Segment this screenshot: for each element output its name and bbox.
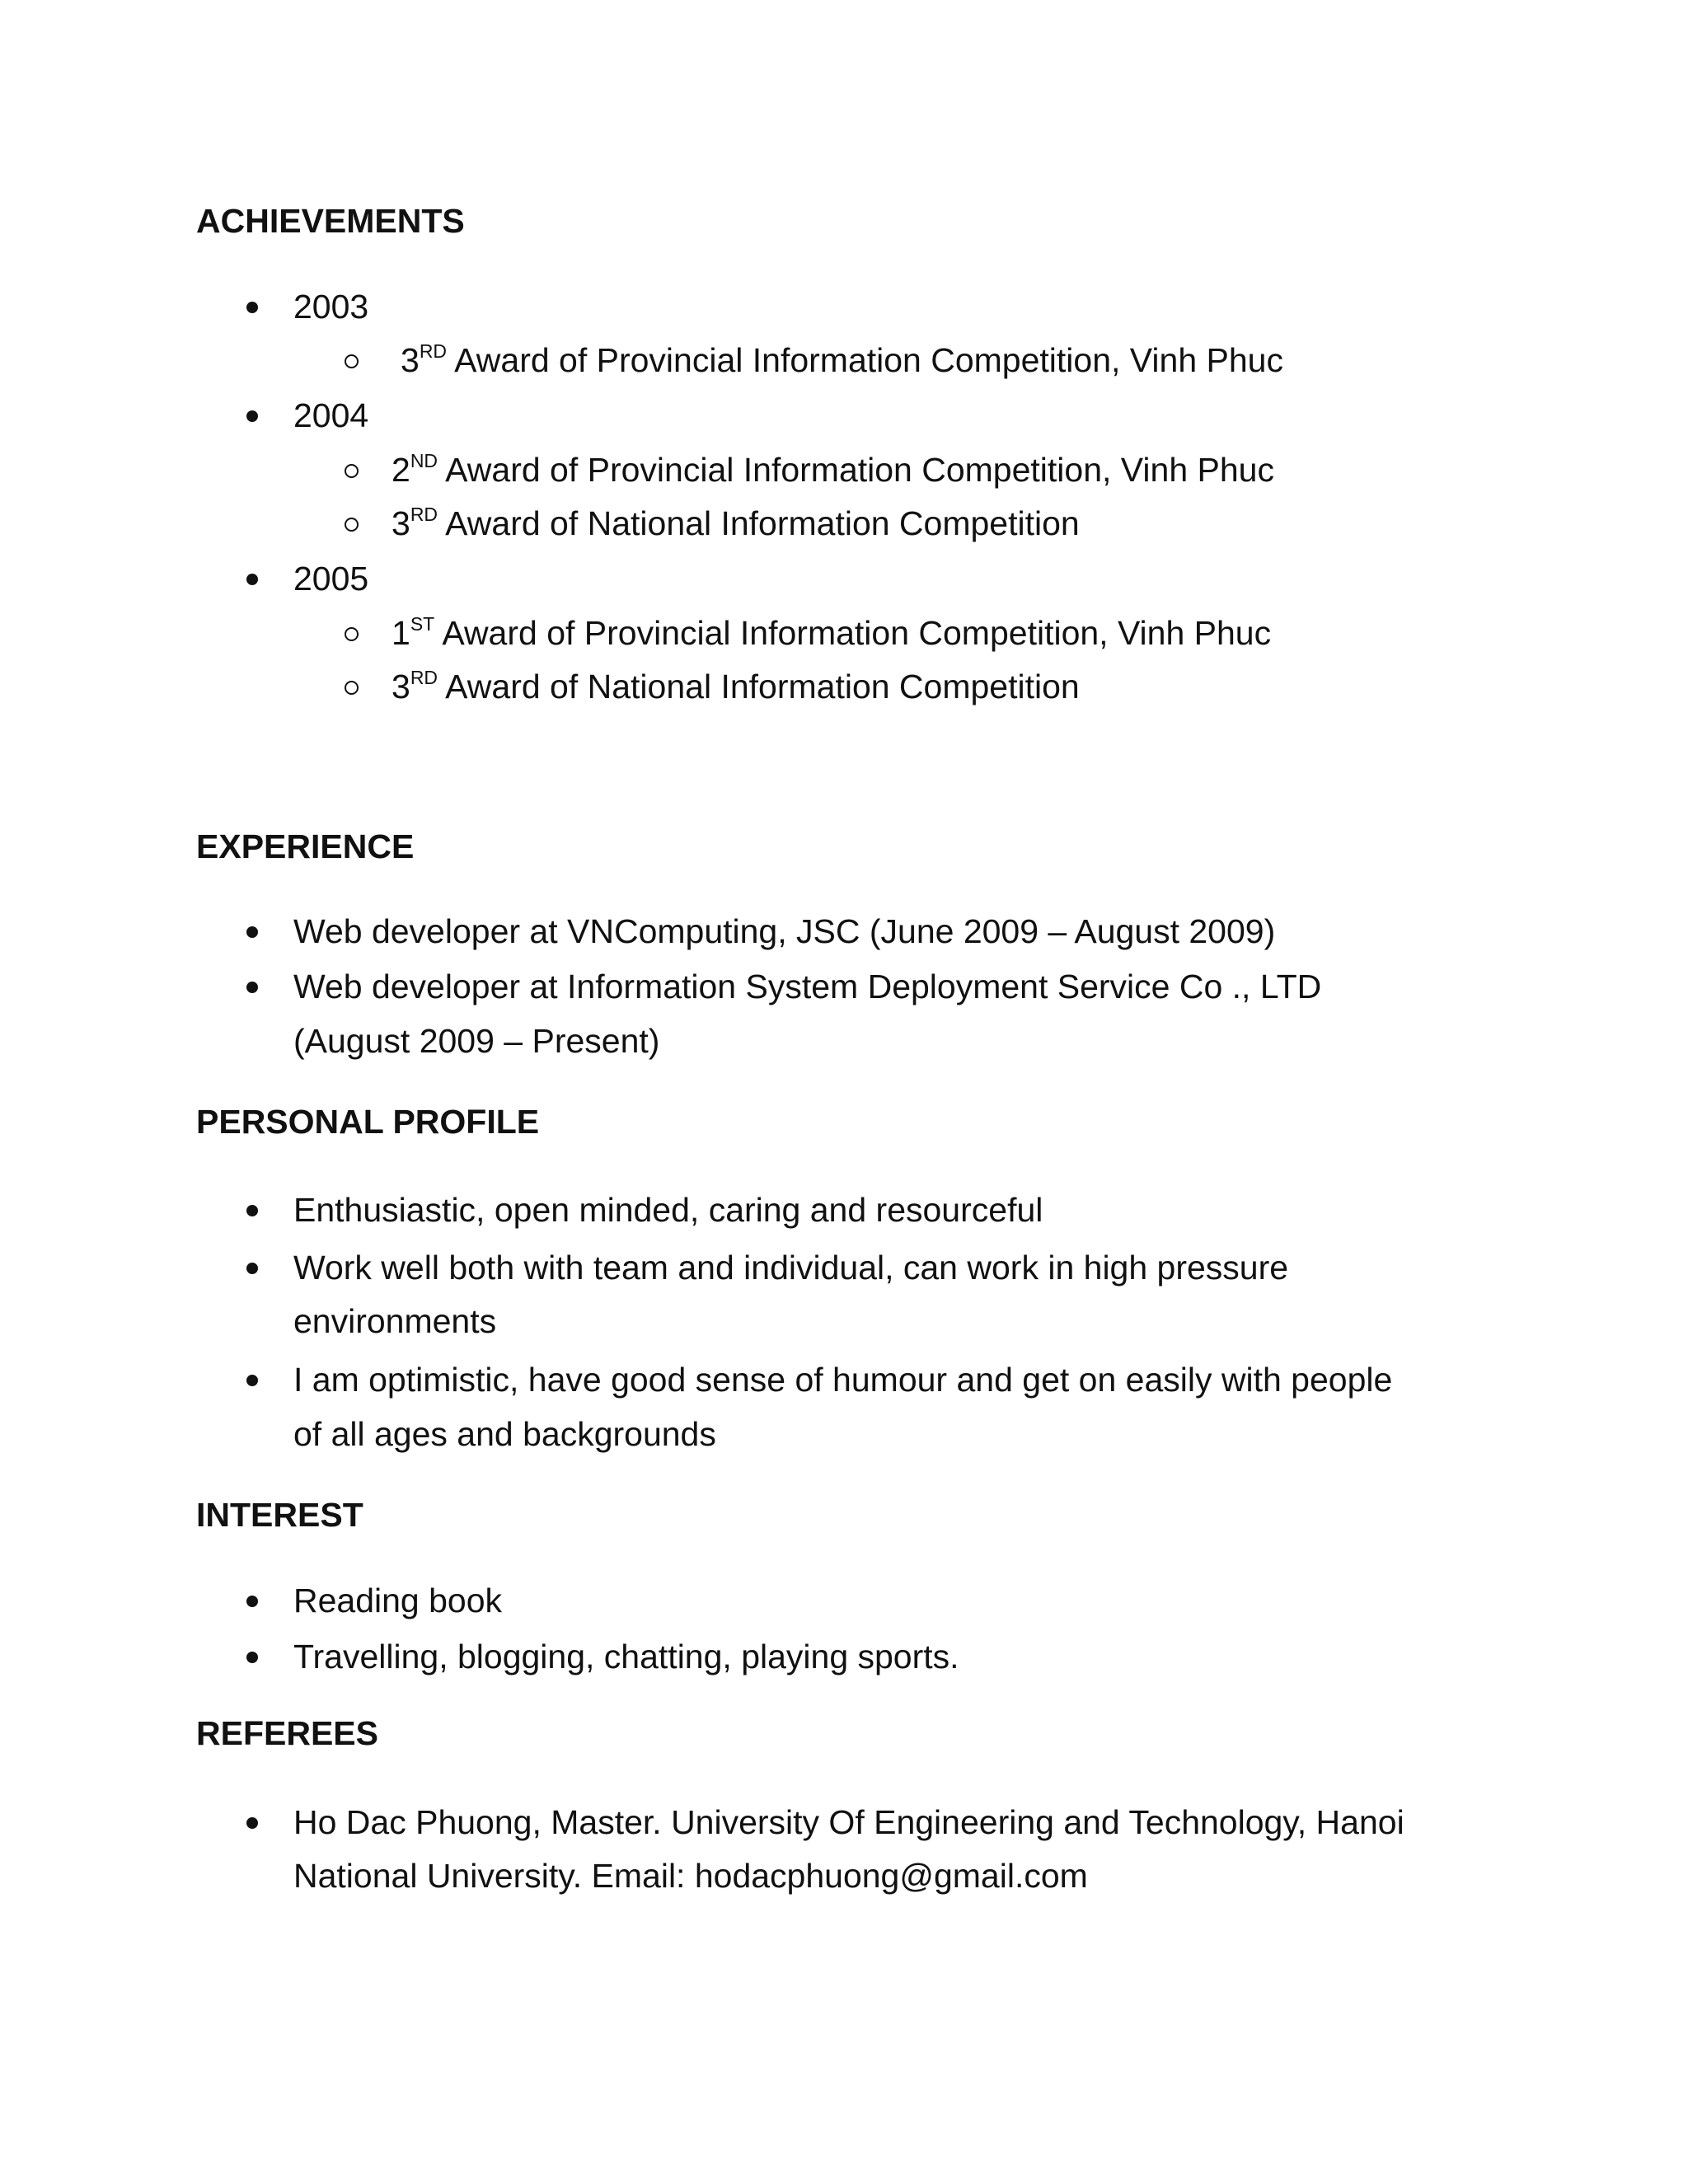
bullet-icon: [246, 574, 258, 585]
achievement-year: 2004: [293, 396, 369, 434]
bullet-icon: [246, 410, 258, 422]
profile-item: Enthusiastic, open minded, caring and resourceful: [293, 1191, 1043, 1229]
achievement-award: 1ST Award of Provincial Information Competition, Vinh Phuc: [392, 613, 1272, 652]
achievement-award: 3RD Award of National Information Competition: [392, 504, 1080, 542]
achievement-award: 2ND Award of Provincial Information Competition, Vinh Phuc: [392, 450, 1274, 489]
experience-item: Web developer at VNComputing, JSC (June 2009 – August 2009): [293, 912, 1276, 950]
achievement-award: 3RD Award of Provincial Information Competition, Vinh Phuc: [401, 340, 1283, 379]
personal-profile-heading: PERSONAL PROFILE: [196, 1103, 540, 1141]
interest-item: Reading book: [293, 1582, 503, 1619]
profile-item-continued: of all ages and backgrounds: [293, 1415, 716, 1453]
referees-heading: REFEREES: [196, 1714, 378, 1752]
achievement-year: 2003: [293, 288, 369, 326]
profile-item-continued: environments: [293, 1302, 497, 1340]
referee-item: Ho Dac Phuong, Master. University Of Engineering and Technology, Hanoi: [293, 1803, 1404, 1841]
bullet-icon: [246, 1652, 258, 1663]
bullet-icon: [246, 1263, 258, 1274]
interest-heading: INTEREST: [196, 1496, 363, 1534]
experience-item-continued: (August 2009 – Present): [293, 1022, 660, 1060]
sub-bullet-icon: [345, 627, 359, 641]
bullet-icon: [246, 1817, 258, 1829]
profile-item: I am optimistic, have good sense of humour and get on easily with people: [293, 1361, 1393, 1399]
bullet-icon: [246, 1596, 258, 1607]
achievements-heading: ACHIEVEMENTS: [196, 202, 465, 240]
bullet-icon: [246, 302, 258, 313]
bullet-icon: [246, 926, 258, 938]
profile-item: Work well both with team and individual, can work in high pressure: [293, 1249, 1289, 1286]
bullet-icon: [246, 1375, 258, 1386]
sub-bullet-icon: [345, 354, 359, 368]
bullet-icon: [246, 1205, 258, 1216]
experience-heading: EXPERIENCE: [196, 827, 415, 865]
sub-bullet-icon: [345, 681, 359, 695]
interest-item: Travelling, blogging, chatting, playing sports.: [293, 1638, 959, 1675]
sub-bullet-icon: [345, 518, 359, 532]
referee-item-continued: National University. Email: hodacphuong@gmail.com: [293, 1857, 1088, 1895]
achievement-year: 2005: [293, 560, 369, 598]
experience-item: Web developer at Information System Deployment Service Co ., LTD: [293, 968, 1322, 1005]
sub-bullet-icon: [345, 464, 359, 478]
bullet-icon: [246, 982, 258, 993]
achievement-award: 3RD Award of National Information Competition: [392, 667, 1080, 705]
